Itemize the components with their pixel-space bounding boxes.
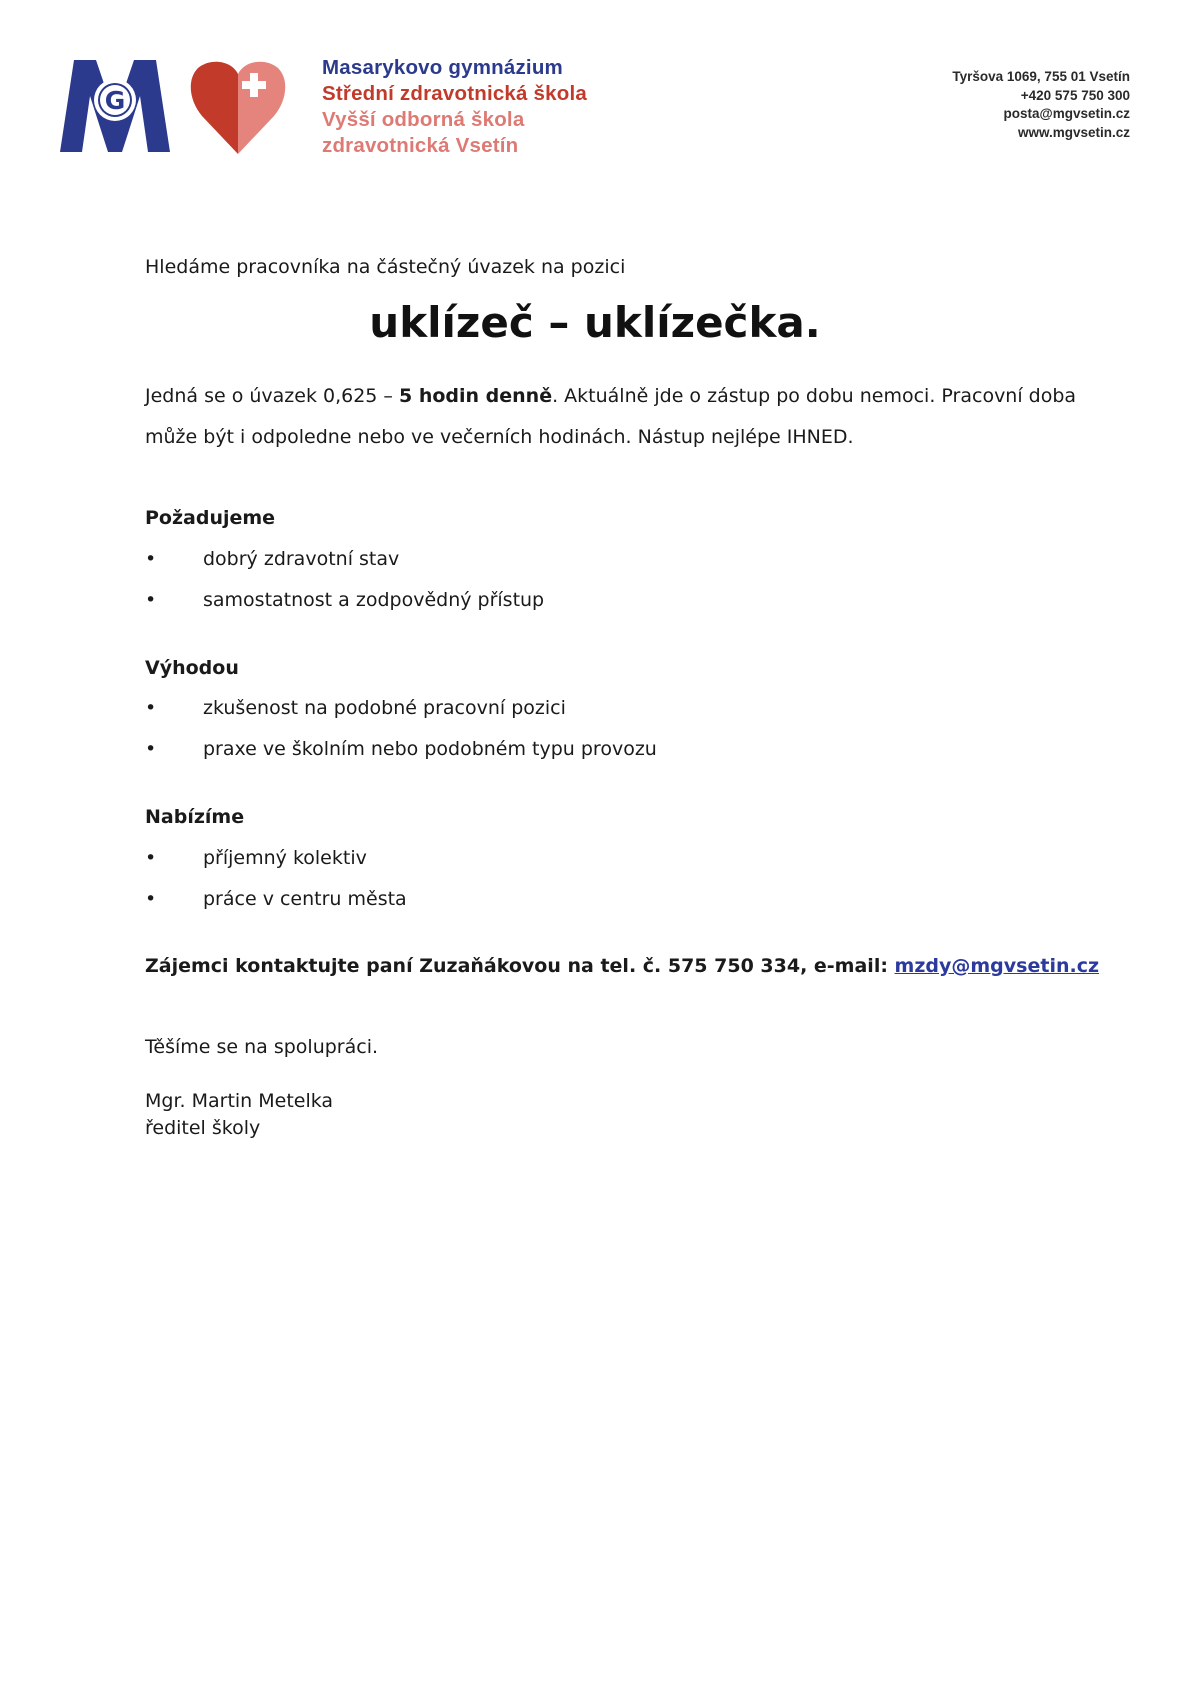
description-line-2: může být i odpoledne nebo ve večerních hodinách. Nástup nejlépe IHNED. (145, 426, 854, 448)
list-item-text: práce v centru města (203, 888, 407, 910)
bullet-icon: • (145, 738, 157, 760)
bullet-icon: • (145, 697, 157, 719)
description-line-1 (145, 385, 1076, 407)
list-item-text: praxe ve školním nebo podobném typu provozu (203, 738, 657, 760)
letterhead (0, 0, 1190, 190)
bullet-icon: • (145, 847, 157, 869)
mg-logo-icon (56, 56, 174, 156)
contact-email: posta@mgvsetin.cz (1003, 106, 1130, 121)
list-item (145, 548, 1045, 576)
contact-web: www.mgvsetin.cz (1017, 124, 1130, 140)
list-item (145, 738, 1045, 766)
contact-address: Tyršova 1069, 755 01 Vsetín (952, 69, 1130, 84)
bullet-icon: • (145, 589, 157, 611)
section-heading-offer: Nabízíme (145, 806, 245, 828)
signature-name: Mgr. Martin Metelka (145, 1090, 334, 1112)
list-item-text: samostatnost a zodpovědný přístup (203, 589, 545, 611)
signature-title: ředitel školy (145, 1117, 261, 1139)
school-name-gymnazium: Masarykovo gymnázium (322, 56, 563, 79)
list-item-text: zkušenost na podobné pracovní pozici (203, 697, 566, 719)
list-item-text: příjemný kolektiv (203, 847, 367, 869)
section-heading-requirements: Požadujeme (145, 507, 276, 529)
list-item-text: dobrý zdravotní stav (203, 548, 400, 570)
list-item (145, 589, 1045, 617)
contact-phone: +420 575 750 300 (1020, 87, 1130, 103)
intro-text: Hledáme pracovníka na částečný úvazek na pozici (145, 256, 626, 278)
svg-text:G: G (104, 86, 126, 115)
heart-cross-icon (188, 56, 288, 156)
school-name-vos: Vyšší odborná škola (322, 108, 525, 131)
list-item (145, 847, 1045, 875)
school-names (322, 55, 587, 159)
list-item (145, 888, 1045, 916)
section-heading-advantage: Výhodou (145, 657, 239, 679)
job-title: uklízeč – uklízečka. (369, 298, 821, 347)
description-text-b: . Aktuálně jde o zástup po dobu nemoci. Pracovní doba (552, 385, 1077, 407)
description-text-a: Jedná se o úvazek 0,625 – (145, 385, 399, 407)
contact-instructions-text: Zájemci kontaktujte paní Zuzaňákovou na tel. č. 575 750 334, e-mail: (145, 955, 895, 977)
contact-instructions (145, 955, 1099, 977)
school-name-szs: Střední zdravotnická škola (322, 82, 587, 105)
closing-text: Těšíme se na spolupráci. (145, 1036, 379, 1058)
hours-highlight: 5 hodin denně (398, 385, 553, 407)
list-item (145, 697, 1045, 725)
school-contact (952, 68, 1130, 142)
bullet-icon: • (145, 888, 157, 910)
school-name-vos-city: zdravotnická Vsetín (322, 134, 519, 157)
contact-email-link[interactable]: mzdy@mgvsetin.cz (894, 955, 1100, 977)
bullet-icon: • (145, 548, 157, 570)
